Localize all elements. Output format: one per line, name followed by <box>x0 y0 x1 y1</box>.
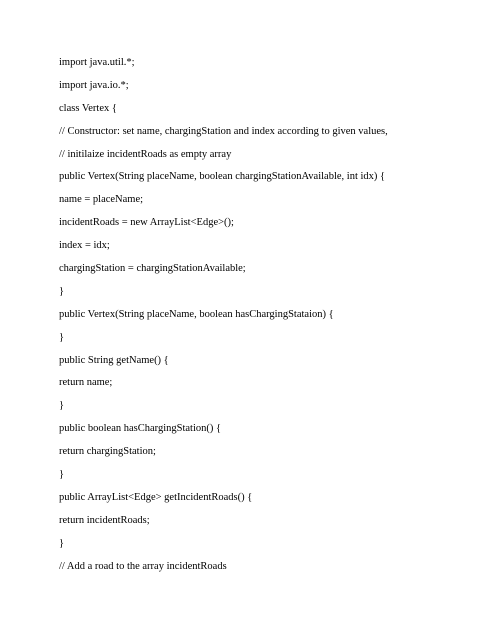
code-line: } <box>59 469 65 481</box>
code-line: return name; <box>59 377 113 389</box>
code-line: // initilaize incidentRoads as empty array <box>59 148 232 160</box>
code-line: } <box>59 285 65 297</box>
code-line: import java.io.*; <box>59 79 129 91</box>
code-line: class Vertex { <box>59 102 117 114</box>
code-line: return incidentRoads; <box>59 514 150 526</box>
code-line: // Constructor: set name, chargingStation and index according to given values, <box>59 125 388 137</box>
code-line: incidentRoads = new ArrayList<Edge>(); <box>59 217 234 229</box>
code-line: public String getName() { <box>59 354 169 366</box>
code-line: public boolean hasChargingStation() { <box>59 423 222 435</box>
code-line: index = idx; <box>59 240 110 252</box>
code-listing <box>59 57 479 583</box>
code-line: } <box>59 537 65 549</box>
code-line: import java.util.*; <box>59 57 135 68</box>
code-line: public Vertex(String placeName, boolean hasChargingStataion) { <box>59 308 334 320</box>
code-line: return chargingStation; <box>59 446 156 458</box>
code-line: chargingStation = chargingStationAvailable; <box>59 263 246 275</box>
code-line: public Vertex(String placeName, boolean chargingStationAvailable, int idx) { <box>59 171 386 183</box>
code-line: } <box>59 400 65 412</box>
code-line: public ArrayList<Edge> getIncidentRoads() { <box>59 491 253 503</box>
code-line: } <box>59 331 65 343</box>
code-line: name = placeName; <box>59 194 144 206</box>
code-line: // Add a road to the array incidentRoads <box>59 560 227 572</box>
